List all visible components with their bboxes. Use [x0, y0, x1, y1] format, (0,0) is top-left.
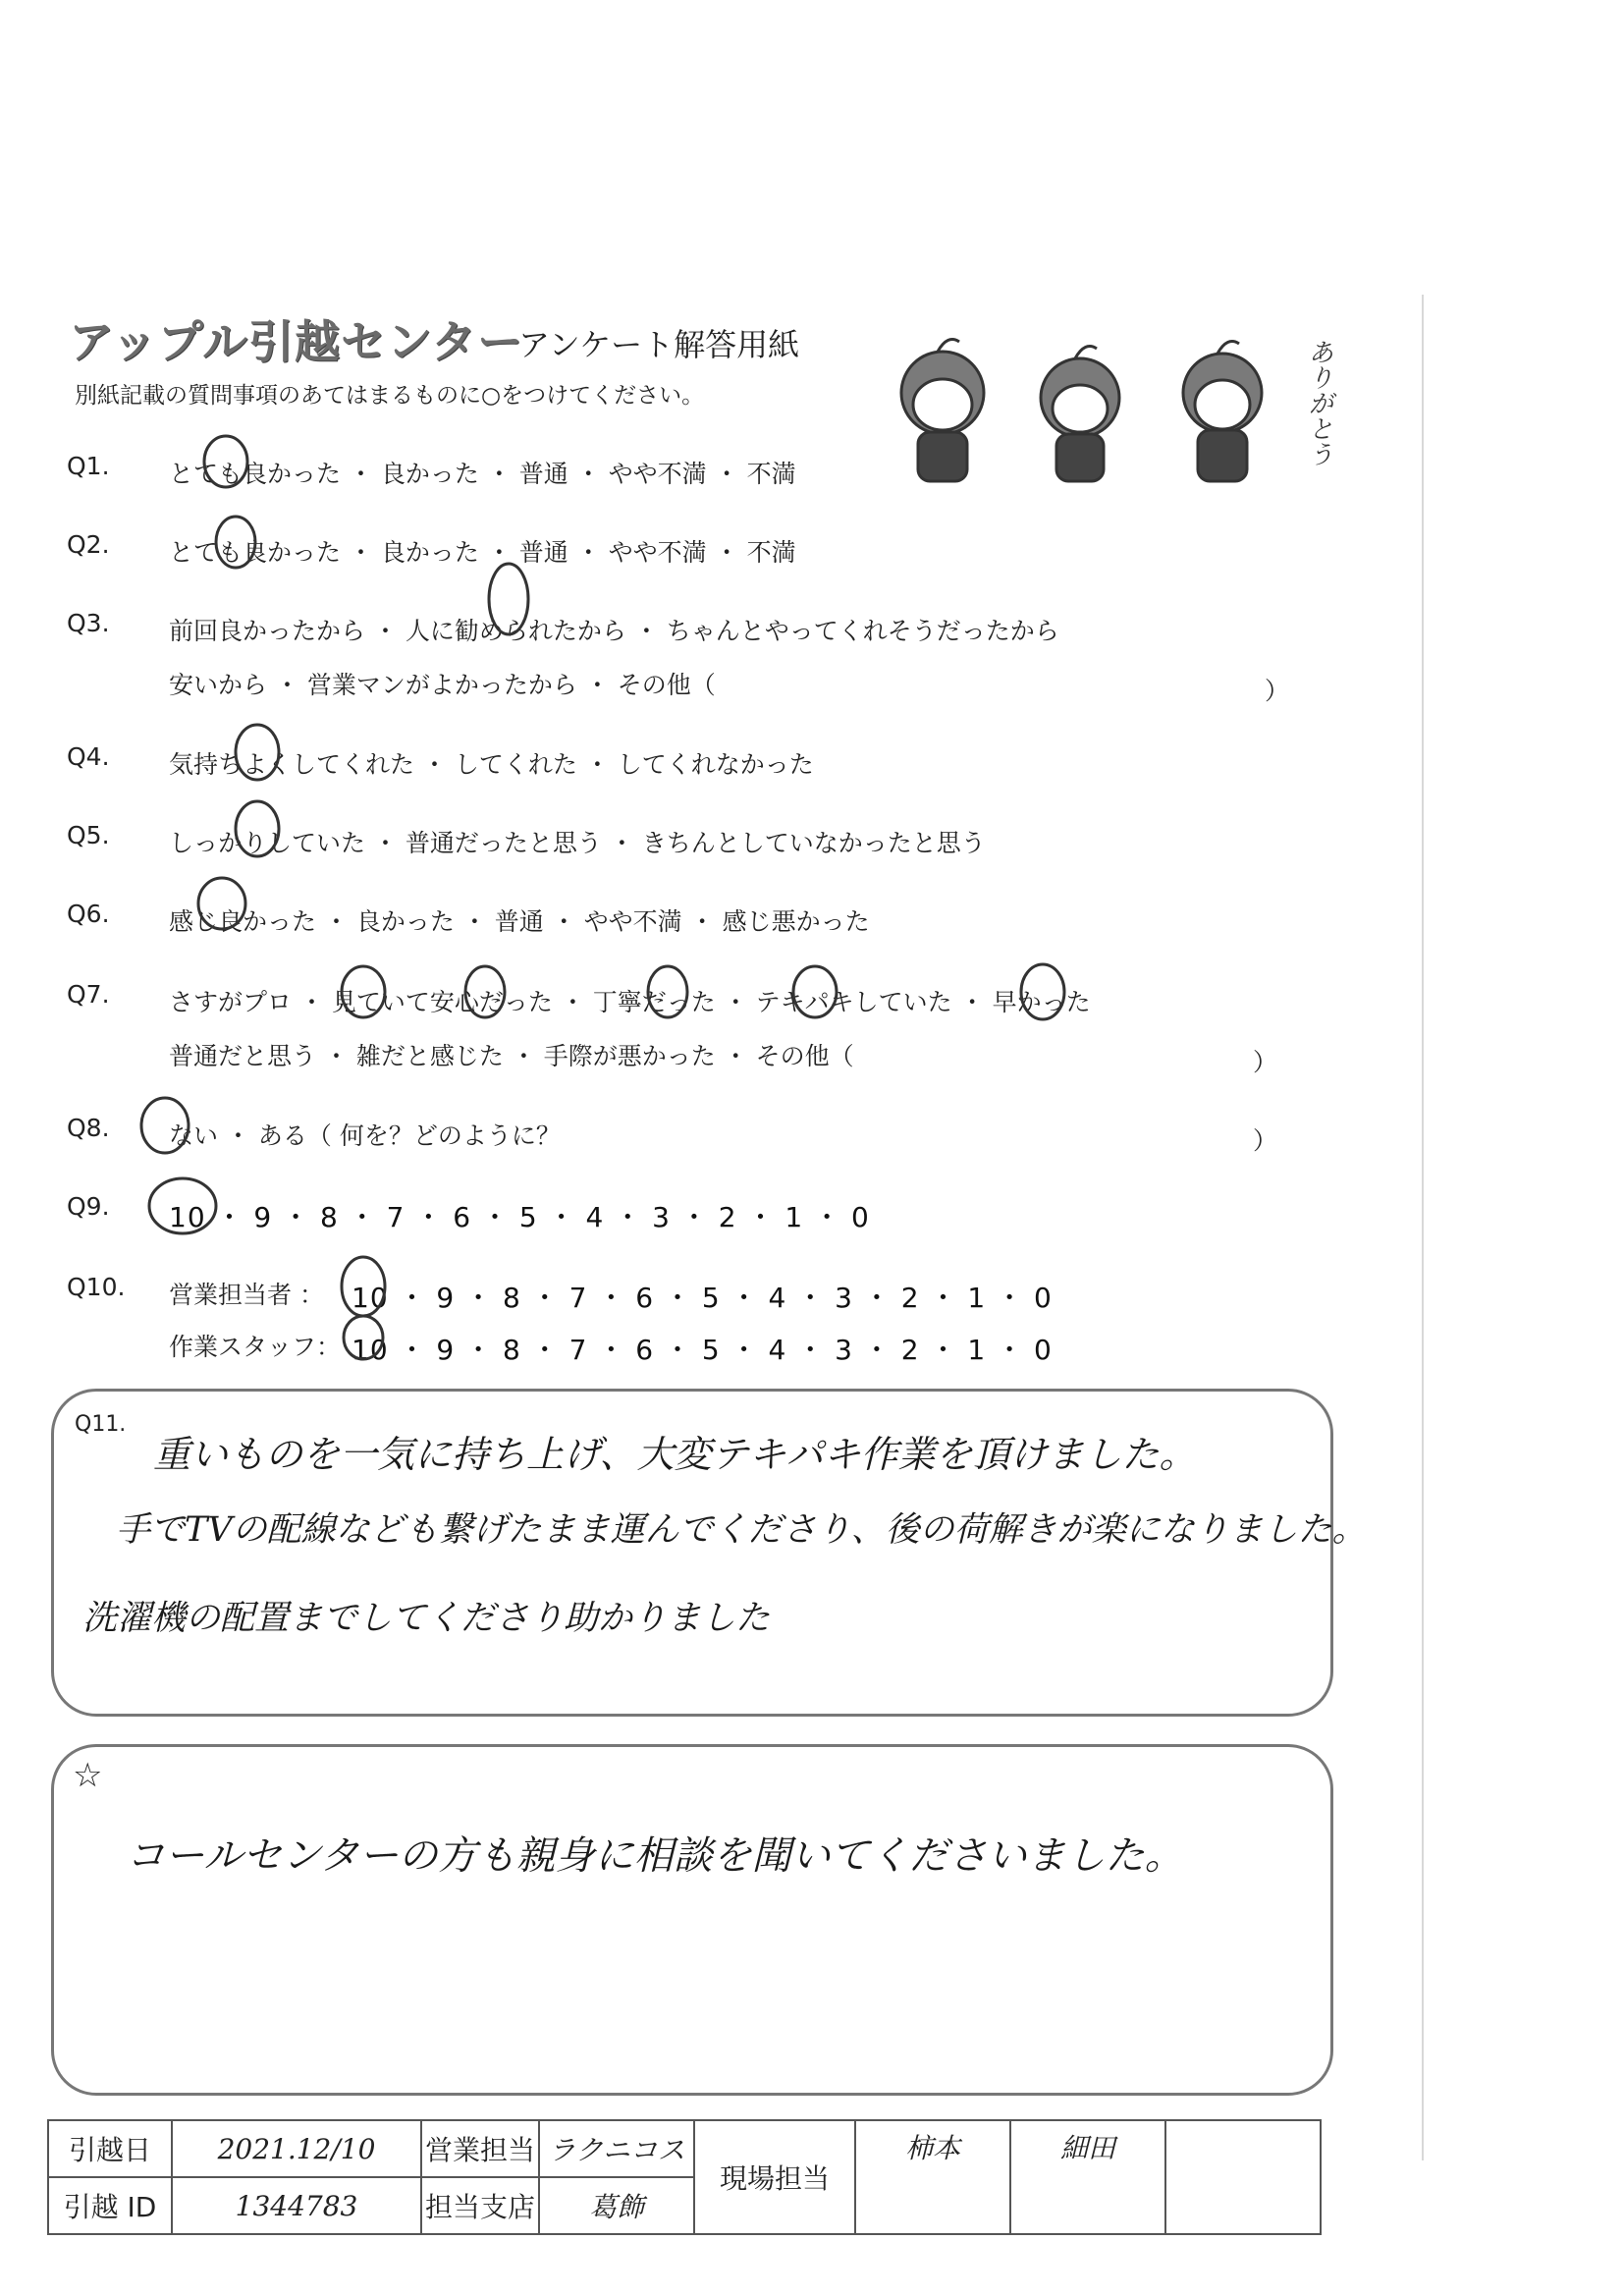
q7-options-line2: 普通だと思う ・ 雑だと感じた ・ 手際が悪かった ・ その他（: [169, 1042, 854, 1070]
move-id-label: 引越 ID: [48, 2177, 172, 2234]
mascot-caption: ありがとう: [1304, 339, 1333, 466]
sales-label: 営業担当: [421, 2120, 539, 2177]
q10-sales-scale: 10 ・ 9 ・ 8 ・ 7 ・ 6 ・ 5 ・ 4 ・ 3 ・ 2 ・ 1 ・ 0: [352, 1282, 1053, 1314]
form-subtitle: アンケート解答用紙: [518, 326, 800, 363]
q4-options: 気持ちよくしてくれた ・ してくれた ・ してくれなかった: [169, 750, 814, 779]
q11-label: Q11.: [75, 1412, 127, 1437]
q1-options: とても良かった ・ 良かった ・ 普通 ・ やや不満 ・ 不満: [169, 460, 796, 488]
branch-value: 葛飾: [539, 2177, 694, 2234]
company-title: アップル引越センター: [69, 315, 524, 368]
q10-label: Q10.: [67, 1273, 126, 1301]
q10-staff-label: 作業スタッフ：: [169, 1333, 342, 1361]
q9-scale: 10 ・ 9 ・ 8 ・ 7 ・ 6 ・ 5 ・ 4 ・ 3 ・ 2 ・ 1 ・ 0: [169, 1201, 870, 1233]
q5-options: しっかりしていた ・ 普通だったと思う ・ きちんとしていなかったと思う: [169, 829, 986, 857]
q7-label: Q7.: [67, 980, 110, 1009]
q11-comment-line3: 洗濯機の配置までしてくださり助かりました: [82, 1599, 771, 1638]
q11-comment-line2: 手でTVの配線なども繋げたまま運んでくださり、後の荷解きが楽になりました。: [116, 1510, 1367, 1550]
monkey-icon: [1183, 342, 1262, 481]
q3-label: Q3.: [67, 609, 110, 637]
site-staff-2: 細田: [1010, 2120, 1165, 2234]
q9-label: Q9.: [67, 1192, 110, 1221]
q2-options: とても良かった ・ 良かった ・ 普通 ・ やや不満 ・ 不満: [169, 538, 796, 567]
monkey-icon: [1041, 347, 1119, 481]
q6-options: 感じ良かった ・ 良かった ・ 普通 ・ やや不満 ・ 感じ悪かった: [169, 907, 870, 936]
site-staff-1: 柿本: [855, 2120, 1010, 2234]
q11-comment-line1: 重いものを一気に持ち上げ、大変テキパキ作業を頂けました。: [153, 1433, 1197, 1476]
q10-staff-scale: 10 ・ 9 ・ 8 ・ 7 ・ 6 ・ 5 ・ 4 ・ 3 ・ 2 ・ 1 ・ 0: [352, 1334, 1053, 1366]
branch-label: 担当支店: [421, 2177, 539, 2234]
move-date-label: 引越日: [48, 2120, 172, 2177]
star-comment-line1: コールセンターの方も親身に相談を聞いてくださいました。: [126, 1833, 1184, 1879]
monkey-mascots-illustration: [864, 324, 1325, 501]
sales-value: ラクニコス: [539, 2120, 694, 2177]
q3-options-line2: 安いから ・ 営業マンがよかったから ・ その他（: [169, 671, 716, 699]
q8-options: ない ・ ある（ 何を？どのように？: [169, 1121, 561, 1150]
q7-close-paren: ）: [1253, 1048, 1278, 1076]
q7-options-line1: さすがプロ ・ 見ていて安心だった ・ 丁寧だった ・ テキパキしていた ・ 早かった: [169, 988, 1091, 1016]
q6-label: Q6.: [67, 900, 110, 928]
instruction-text: 別紙記載の質問事項のあてはまるものに○をつけてください。: [75, 383, 705, 409]
q8-label: Q8.: [67, 1114, 110, 1142]
q2-label: Q2.: [67, 530, 110, 559]
q8-close-paren: ）: [1253, 1126, 1278, 1155]
move-date-value: 2021.12/10: [172, 2120, 421, 2177]
q3-options-line1: 前回良かったから ・ 人に勧められたから ・ ちゃんとやってくれそうだったから: [169, 617, 1059, 645]
star-icon: ☆: [73, 1756, 103, 1795]
q1-label: Q1.: [67, 452, 110, 480]
q4-label: Q4.: [67, 742, 110, 771]
q10-sales-label: 営業担当者 ：: [169, 1281, 324, 1309]
star-comment-box: [51, 1744, 1333, 2096]
site-staff-3: [1165, 2120, 1321, 2234]
move-id-value: 1344783: [172, 2177, 421, 2234]
q5-label: Q5.: [67, 821, 110, 849]
site-staff-label: 現場担当: [694, 2120, 855, 2234]
page-edge: [1422, 295, 1424, 2160]
move-info-table: [47, 2119, 1322, 2235]
monkey-icon: [901, 340, 984, 481]
q3-close-paren: ）: [1265, 677, 1290, 705]
